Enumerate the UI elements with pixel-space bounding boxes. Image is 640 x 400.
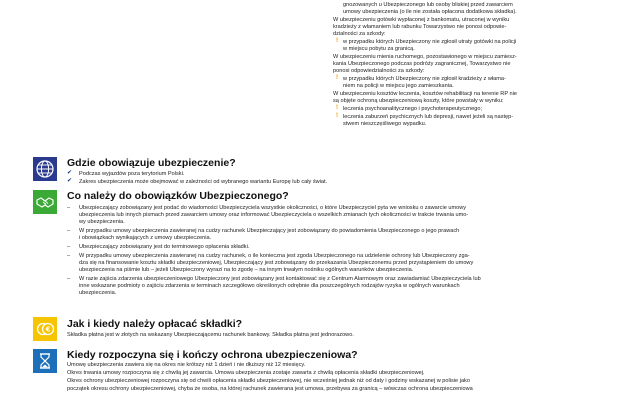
- text-line: W razie zajścia zdarzenia ubezpieczeniowego Ubezpieczony jest zobowiązany jest kontaktować się z Centrum Alarmowym oraz zawiadamiać Ubezpieczyciela lub: [79, 276, 481, 282]
- svg-text:€: €: [45, 325, 51, 334]
- dash-bullet: –: [67, 244, 71, 250]
- text-line: stwem nieszczęśliwego wypadku.: [343, 121, 427, 127]
- text-line: leczenia zaburzeń psychicznych lub depresji, nawet jeżeli są następ-: [343, 114, 514, 120]
- text-line: ponosi odpowiedzialności za szkody:: [333, 68, 425, 74]
- section-heading-payment: Jak i kiedy należy opłacać składki?: [67, 318, 243, 330]
- section-heading-obligations: Co należy do obowiązków Ubezpieczonego?: [67, 190, 289, 202]
- text-line: w przypadku których Ubezpieczony nie zgłosił kradzieży z włama-: [343, 76, 506, 82]
- exclamation-icon: !: [336, 113, 338, 119]
- text-line: Okres ochrony ubezpieczeniowej rozpoczyna się od chwili opłacenia składki ubezpieczeniowej, nie wcześniej jednak niż od daty i godziny wskazanej w polisie jako: [67, 378, 470, 384]
- exclamation-icon: !: [336, 75, 338, 81]
- checkmark-icon: ✔: [67, 170, 73, 176]
- handshake-icon: [33, 190, 57, 214]
- text-line: W ubezpieczeniu kosztów leczenia, kosztów rehabilitacji na terenie RP nie: [333, 91, 517, 97]
- text-line: początek okresu ochrony ubezpieczeniowej, chyba że osoba, na której rachunek zawierana jest umowa, przebywa za granicą – wówczas ochrona ubezpieczeniowa: [67, 386, 473, 392]
- list-item: Zakres ubezpieczenia może obejmować w zależności od wybranego wariantu Europę lub cały świat.: [79, 179, 328, 185]
- hourglass-icon: [33, 349, 57, 373]
- coins-icon: [33, 317, 57, 341]
- text-line: wy ubezpieczenia.: [79, 219, 125, 225]
- text-line: dza się na finansowanie kosztu składki ubezpieczeniowej, Ubezpieczający jest zobowiązany do przekazania Ubezpieczonemu przed przystąpieniem do umowy: [79, 260, 474, 266]
- list-item: Podczas wyjazdów poza terytorium Polski.: [79, 171, 185, 177]
- dash-bullet: –: [67, 228, 71, 234]
- text-line: W ubezpieczeniu mienia ruchomego, pozostawionego w miejscu zamiesz-: [333, 54, 517, 60]
- text-line: gnozowanych u Ubezpieczonego lub osoby bliskiej przed zawarciem: [343, 2, 513, 8]
- text-line: dzialności za szkody:: [333, 31, 386, 37]
- exclamation-icon: !: [336, 105, 338, 111]
- text-line: ubezpieczenia lub innych pismach przed zawarciem umowy oraz informować Ubezpieczyciela o wszelkich zmianach tych okoliczności w trakcie trwania umo-: [79, 212, 469, 218]
- text-line: W ubezpieczeniu gotówki wypłaconej z bankomatu, utraconej w wyniku: [333, 17, 510, 23]
- text-line: Okres trwania umowy rozpoczyna się z chwilą jej zawarcia. Umowa ubezpieczenia zostaje zawarta z chwilą opłacenia składki ubezpieczeniowej.: [67, 370, 425, 376]
- dash-bullet: –: [67, 205, 71, 211]
- text-line: kania Ubezpieczonego podczas podróży zagranicznej, Towarzystwo nie: [333, 61, 511, 67]
- section-heading-duration: Kiedy rozpoczyna się i kończy ochrona ubezpieczeniowa?: [67, 349, 358, 361]
- dash-bullet: –: [67, 276, 71, 282]
- text-line: umowy ubezpieczenia (o ile nie została opłacona dodatkowa składka).: [343, 9, 517, 15]
- section-heading-where: Gdzie obowiązuje ubezpieczenie?: [67, 157, 236, 169]
- text-line: leczenia psychoanalitycznego i psychoterapeutycznego;: [343, 106, 482, 112]
- text-line: w miejscu pobytu za granicą.: [343, 46, 415, 52]
- text-line: kradzieży z włamaniem lub rabunku Towarzystwo nie ponosi odpowie-: [333, 24, 507, 30]
- dash-bullet: –: [67, 253, 71, 259]
- exclamation-icon: !: [336, 38, 338, 44]
- globe-icon: [33, 157, 57, 181]
- text-line: są objęte ochroną ubezpieczeniową koszty, które powstały w wyniku:: [333, 98, 504, 104]
- text-line: W przypadku umowy ubezpieczenia zawieranej na cudzy rachunek Ubezpieczający jest zobowiązany do powiadomienia Ubezpieczonego o jego prawach: [79, 228, 460, 234]
- text-line: niem na policji w miejscu jego zamieszkania.: [343, 83, 454, 89]
- text-line: Ubezpieczający zobowiązany jest do terminowego opłacenia składki.: [79, 244, 250, 250]
- text-line: inne wskazane podmioty o zajściu zdarzenia w terminach szczegółowo określonych odrębnie dla poszczególnych rodzajów ryzyka w ogólnych warunkach: [79, 283, 460, 289]
- text-line: w przypadku których Ubezpieczony nie zgłosił utraty gotówki na policji: [343, 39, 517, 45]
- text-line: Składka płatna jest w złotych na wskazany Ubezpieczającemu rachunek bankowy. Składka płatna jest jednorazowo.: [67, 332, 354, 338]
- text-line: Ubezpieczający zobowiązany jest podać do wiadomości Ubezpieczyciela wszystkie okoliczności, o które Ubezpieczyciel pyta we wniosku o zawarcie umowy: [79, 205, 467, 211]
- text-line: W przypadku umowy ubezpieczenia zawieranej na cudzy rachunek, o ile konieczna jest zgoda Ubezpieczonego na udzielenie ochrony lub Ubezpieczony zga-: [79, 253, 470, 259]
- text-line: ubezpieczenia na piśmie lub – jeżeli Ubezpieczony wyrazi na to zgodę – na innym trwałym nośniku ogólnych warunków ubezpieczenia.: [79, 267, 414, 273]
- text-line: i obowiązkach wynikających z umowy ubezpieczenia.: [79, 235, 212, 241]
- text-line: Umowę ubezpieczenia zawiera się na okres nie krótszy niż 1 dzień i nie dłuższy niż 12 miesięcy.: [67, 362, 306, 368]
- text-line: ubezpieczenia.: [79, 290, 117, 296]
- checkmark-icon: ✔: [67, 178, 73, 184]
